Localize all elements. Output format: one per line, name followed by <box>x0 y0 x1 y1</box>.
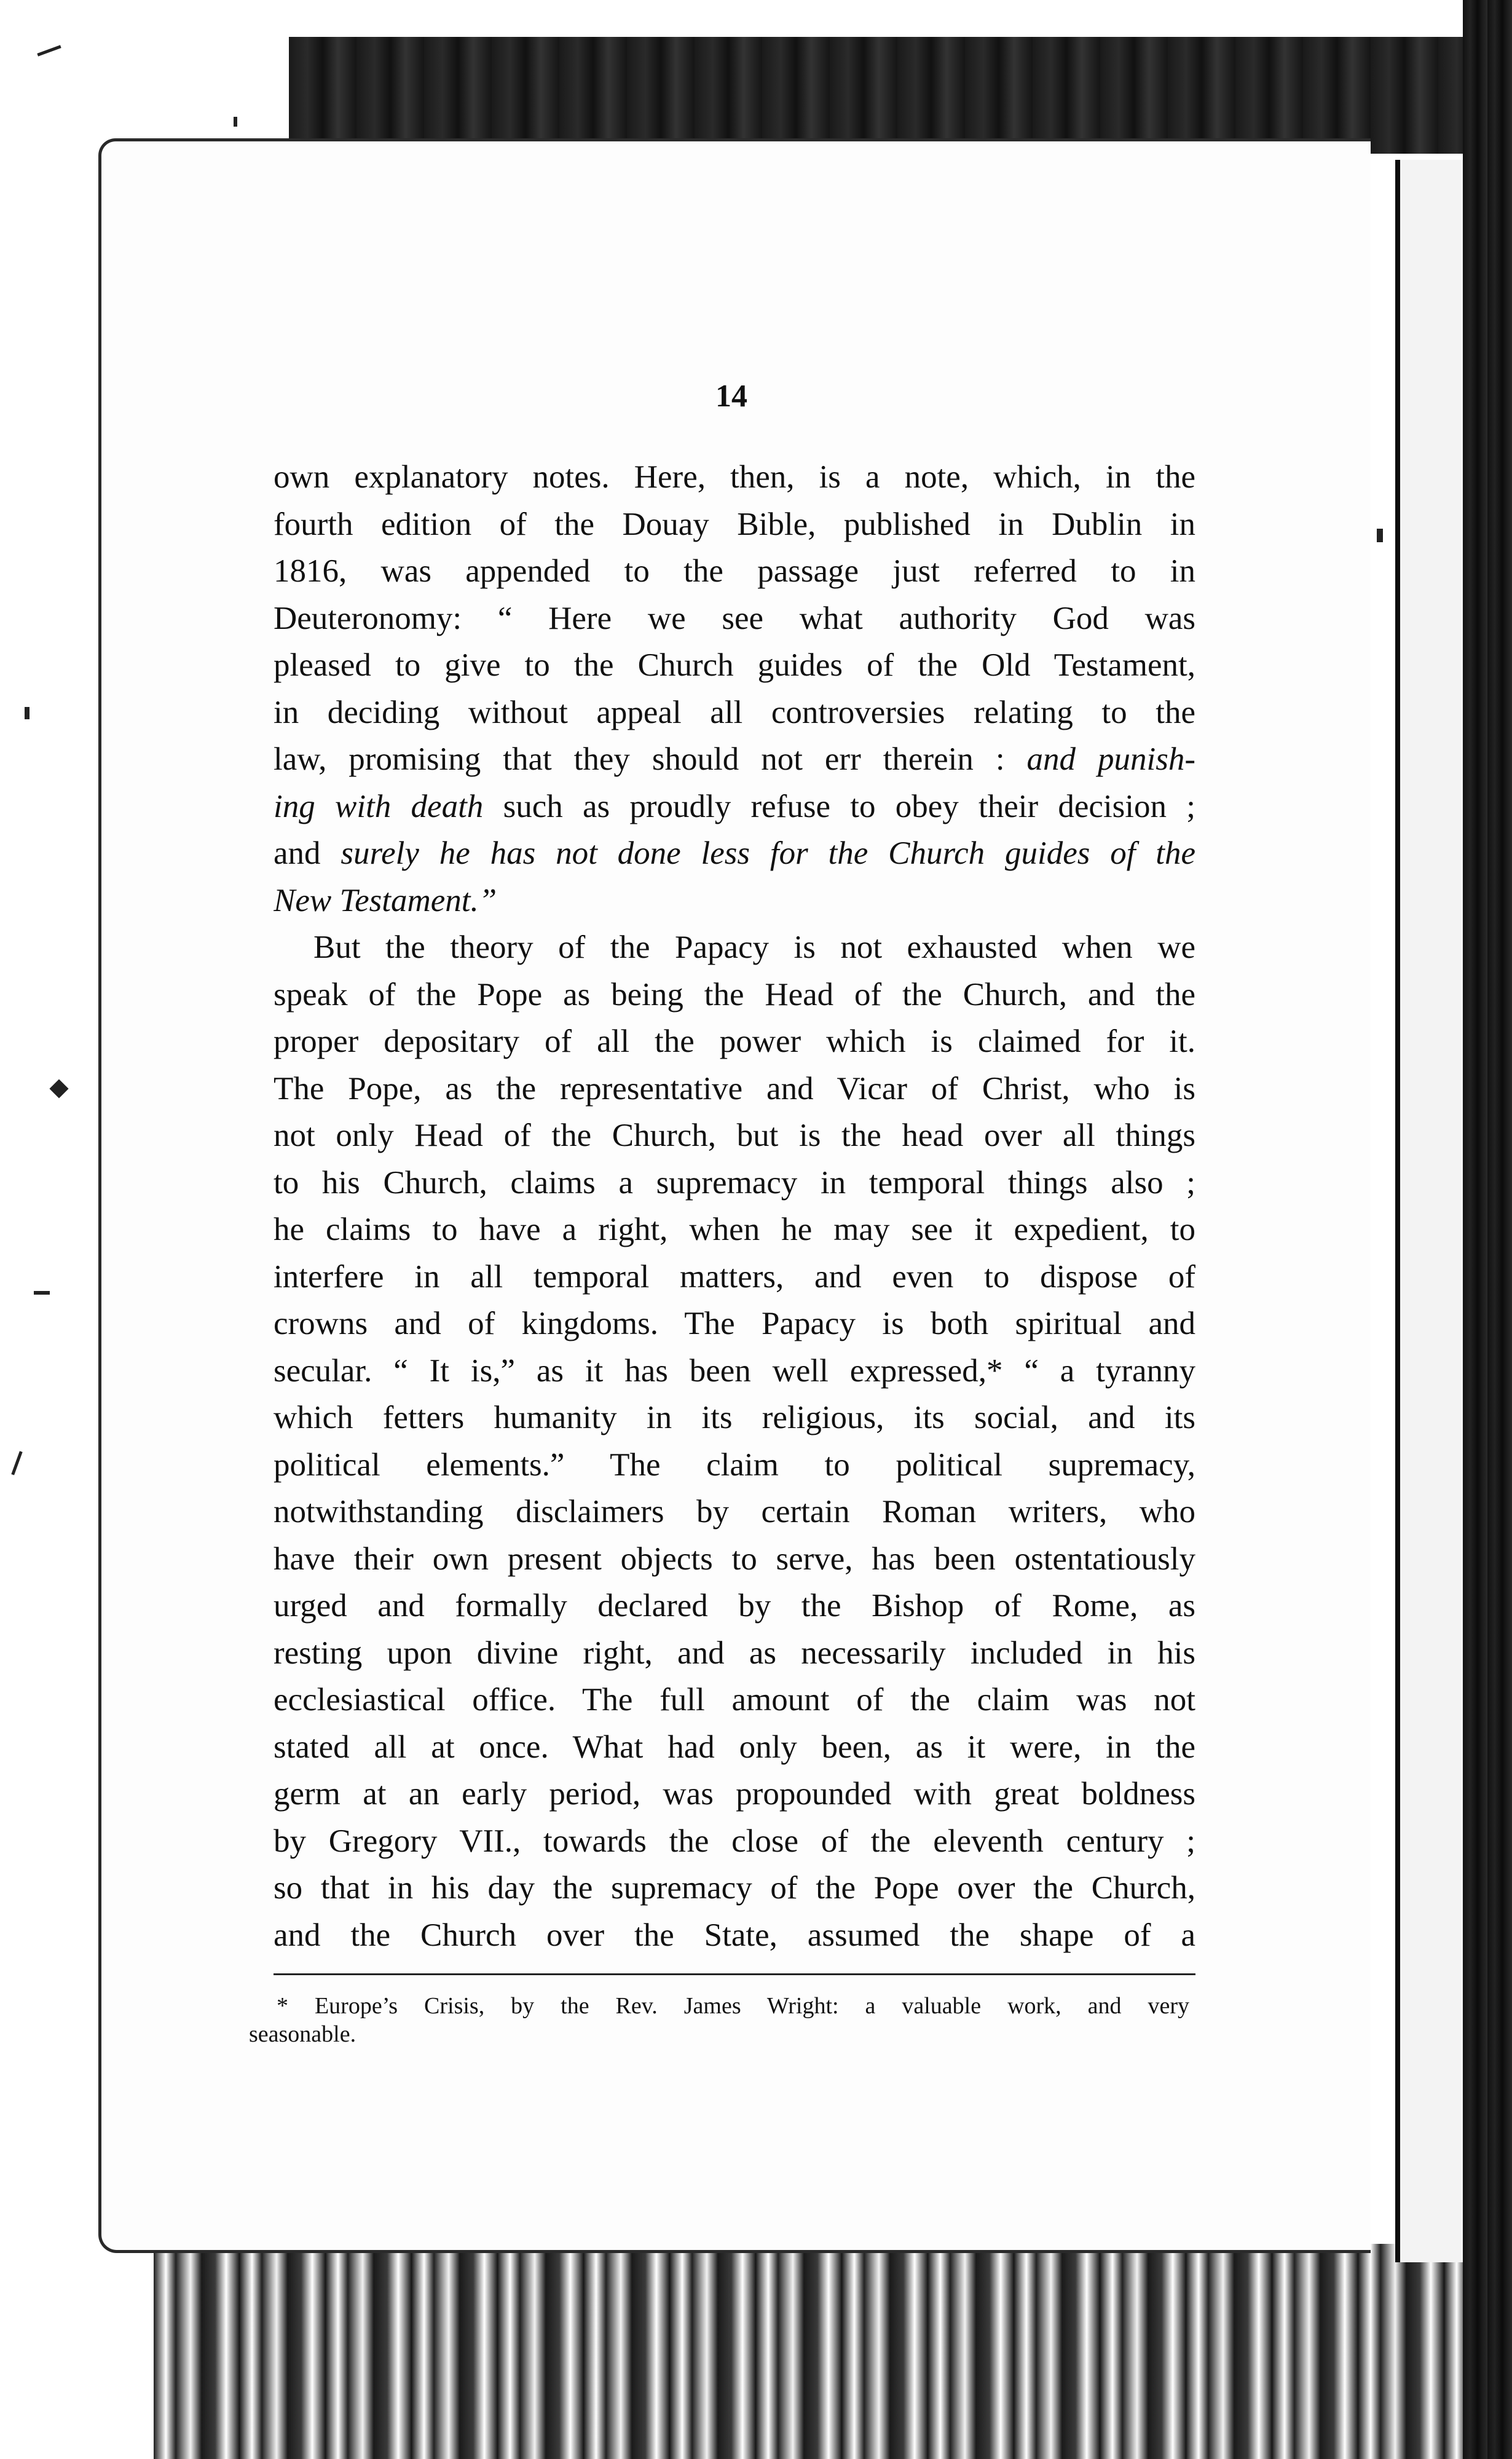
text-line: speak of the Pope as being the Head of the Church, and the <box>274 976 1195 1012</box>
text-line: ecclesiastical office. The full amount of the claim was not <box>274 1682 1195 1718</box>
footnote-line: seasonable. <box>249 2021 356 2047</box>
text-segment: and <box>274 835 321 871</box>
text-line: political elements.” The claim to political supremacy, <box>274 1447 1195 1483</box>
text-line: resting upon divine right, and as necessarily included in his <box>274 1635 1195 1671</box>
text-line: to his Church, claims a supremacy in temporal things also ; <box>274 1164 1195 1201</box>
scan-speck <box>1377 529 1383 542</box>
text-line: Deuteronomy: “ Here we see what authority God was <box>274 600 1195 636</box>
text-line <box>274 736 1195 783</box>
text-line <box>274 783 1195 831</box>
text-line: in deciding without appeal all controversies relating to the <box>274 694 1195 730</box>
text-line: pleased to give to the Church guides of the Old Testament, <box>274 647 1195 683</box>
footnote-line: * Europe’s Crisis, by the Rev. James Wright: a valuable work, and very <box>277 1993 1189 2019</box>
page-number: 14 <box>715 379 747 414</box>
text-line: proper depositary of all the power which is claimed for it. <box>274 1024 1195 1059</box>
text-line: But the theory of the Papacy is not exhausted when we <box>313 930 1195 965</box>
text-line: notwithstanding disclaimers by certain Roman writers, who <box>274 1494 1195 1529</box>
text-line <box>274 830 1195 877</box>
text-line: 1816, was appended to the passage just referred to in <box>274 553 1195 589</box>
text-line: interfere in all temporal matters, and even to dispose of <box>274 1258 1195 1295</box>
scan-border-right <box>1463 0 1512 2459</box>
text-segment: law, promising that they should not err therein : <box>274 741 1005 777</box>
scan-speck <box>234 117 237 127</box>
italic-segment: ing with death <box>274 788 484 824</box>
text-segment: such as proudly refuse to obey their decision ; <box>503 788 1195 824</box>
footnote-rule <box>274 1973 1195 1975</box>
text-line: crowns and of kingdoms. The Papacy is both spiritual and <box>274 1306 1195 1341</box>
text-line: have their own present objects to serve, has been ostentatiously <box>274 1541 1195 1577</box>
text-line: own explanatory notes. Here, then, is a note, which, in the <box>274 459 1195 495</box>
italic-segment: New Testament.” <box>274 882 497 918</box>
scan-border-bottom <box>154 2244 1512 2459</box>
scan-border-top <box>289 37 1512 154</box>
text-line: stated all at once. What had only been, as it were, in the <box>274 1729 1195 1765</box>
text-line <box>274 877 1195 925</box>
italic-segment: and punish- <box>1026 741 1195 777</box>
italic-segment: surely he has not done less for the Church guides of the <box>341 835 1195 871</box>
text-line: he claims to have a right, when he may see it expedient, to <box>274 1212 1195 1247</box>
text-line: urged and formally declared by the Bishop of Rome, as <box>274 1588 1195 1624</box>
text-line: so that in his day the supremacy of the Pope over the Church, <box>274 1870 1195 1906</box>
scan-speck <box>34 1291 50 1295</box>
text-line: by Gregory VII., towards the close of the eleventh century ; <box>274 1823 1195 1859</box>
text-line: fourth edition of the Douay Bible, published in Dublin in <box>274 506 1195 542</box>
footnote <box>249 1992 1189 2048</box>
text-line: which fetters humanity in its religious, its social, and its <box>274 1400 1195 1435</box>
text-line: and the Church over the State, assumed the shape of a <box>274 1917 1195 1953</box>
text-line: germ at an early period, was propounded with great boldness <box>274 1776 1195 1812</box>
scan-speck <box>25 707 30 719</box>
text-line: secular. “ It is,” as it has been well expressed,* “ a tyranny <box>274 1352 1195 1389</box>
text-line: not only Head of the Church, but is the head over all things <box>274 1118 1195 1153</box>
text-line: The Pope, as the representative and Vicar of Christ, who is <box>274 1070 1195 1107</box>
body-text <box>274 454 1195 1959</box>
